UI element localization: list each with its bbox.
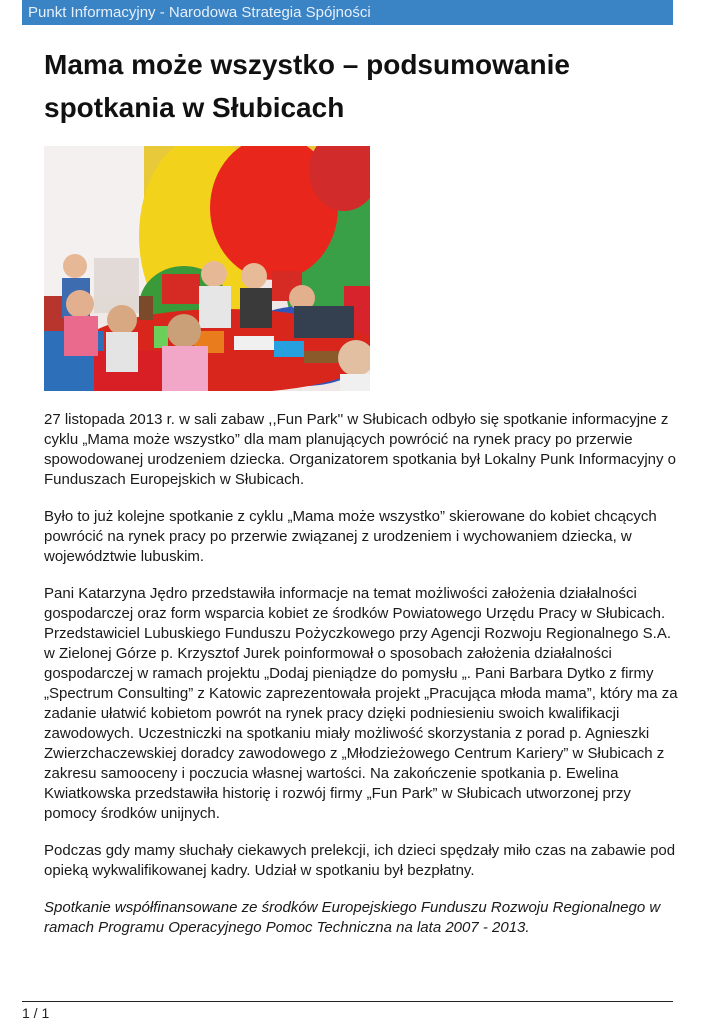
article-body — [44, 410, 680, 955]
article-title: Mama może wszystko – podsumowanie spotkania w Słubicach — [44, 49, 570, 123]
site-header-bar — [22, 0, 673, 25]
site-title: Punkt Informacyjny - Narodowa Strategia Spójności — [28, 4, 371, 21]
page-number: 1 / 1 — [22, 1005, 50, 1021]
funding-note: Spotkanie współfinansowane ze środków Europejskiego Funduszu Rozwoju Regionalnego w ramach Programu Operacyjnego Pomoc Techniczna na lata 2007 - 2013. — [44, 899, 661, 936]
article-paragraph: Pani Katarzyna Jędro przedstawiła informacje na temat możliwości założenia działalności gospodarczej oraz form wsparcia kobiet ze środków Powiatowego Urzędu Pracy w Słubicach. Przedstawiciel Lubuskiego Funduszu Pożyczkowego przy Agencji Rozwoju Regionalnego S.A. w Zielonej Górze p. Krzysztof Jurek poinformował o sposobach założenia działalności gospodarczej w ramach projektu „Dodaj pieniądze do pomysłu „. Pani Barbara Dytko z firmy „Spectrum Consulting” z Katowic zaprezentowała projekt „Pracująca młoda mama”, który ma za zadanie ułatwić kobietom powrót na rynek pracy dzięki podniesieniu swoich kwalifikacji zawodowych. Uczestniczki na spotkaniu miały możliwość skorzystania z porad p. Agnieszki Zwierzchaczewskiej doradcy zawodowego z „Młodzieżowego Centrum Kariery” w Słubicach z zakresu samooceny i poczucia własnej wartości. Na zakończenie spotkania p. Ewelina Kwiatkowska przedstawiła historię i rozwój firmy „Fun Park” w Słubicach utworzonej przy pomocy środków unijnych. — [44, 585, 678, 822]
article-photo — [44, 146, 370, 391]
article-paragraph: Podczas gdy mamy słuchały ciekawych prelekcji, ich dzieci spędzały miło czas na zabawie pod opieką wykwalifikowanej kadry. Udział w spotkaniu był bezpłatny. — [44, 842, 676, 879]
children-playroom-photo — [44, 146, 370, 391]
article-paragraph: Było to już kolejne spotkanie z cyklu „Mama może wszystko” skierowane do kobiet chcących powrócić na rynek pracy po przerwie związanej z urodzeniem i wychowaniem dziecka, w województwie lubuskim. — [44, 508, 657, 565]
footer-divider — [22, 1001, 673, 1002]
article-paragraph: 27 listopada 2013 r. w sali zabaw ,,Fun Park'' w Słubicach odbyło się spotkanie informacyjne z cyklu „Mama może wszystko” dla mam planujących powrócić na rynek pracy po przerwie spowodowanej urodzeniem dziecka. Organizatorem spotkania był Lokalny Punk Informacyjny o Funduszach Europejskich w Słubicach. — [44, 411, 676, 488]
